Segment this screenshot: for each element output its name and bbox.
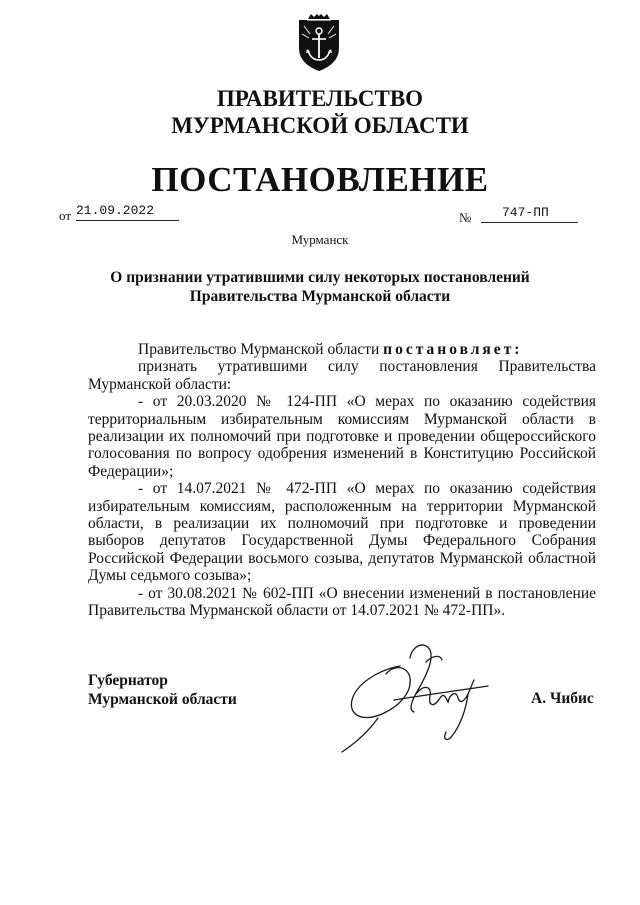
subject-line2: Правительства Мурманской области [189,288,451,305]
document-number: 747-ПП [502,205,549,220]
recognize-paragraph: признать утратившими силу постановления Правительства Мурманской области: [88,358,596,393]
signatory-name: А. Чибис [531,690,594,707]
document-date: 21.09.2022 [76,203,155,218]
org-name-line2: МУРМАНСКОЙ ОБЛАСТИ [171,113,469,138]
subject-line1: О признании утратившими силу некоторых постановлений [110,269,530,286]
number-underline [481,222,578,223]
coat-of-arms-icon [296,14,342,72]
org-name-line1: ПРАВИТЕЛЬСТВО [216,86,424,111]
date-prefix: от [59,208,72,223]
signatory-title-line2: Мурманской области [88,691,237,708]
number-prefix: № [459,210,472,225]
repealed-item-3: - от 30.08.2021 № 602-ПП «О внесении изменений в постановление Правительства Мурманской области от 14.07.2021 № 472-ПП». [88,584,596,620]
repealed-item-2: - от 14.07.2021 № 472-ПП «О мерах по оказанию содействия избирательным комиссиям, расположенным на территории Мурманской области, в реализации их полномочий при подготовке и проведении выборов депутатов Государственной Думы Федерального Собрания Российской Федерации восьмого созыва, депутатов Мурманской областной Думы седьмого созыва»; [88,480,596,585]
repealed-item-1: - от 20.03.2020 № 124-ПП «О мерах по оказанию содействия территориальным избирательным комиссиям Мурманской области в реализации их полномочий при подготовке и проведении общероссийского голосования по вопросу одобрения изменений в Конституцию Российской Федерации»; [88,393,596,480]
intro-paragraph [88,341,596,358]
handwritten-signature [338,636,514,754]
decree-verb: постановляет: [383,341,523,358]
city: Мурманск [291,232,349,247]
intro-text: Правительство Мурманской области [138,341,384,358]
decree-body [88,341,596,620]
signatory-title-line1: Губернатор [88,672,168,689]
document-type-title: ПОСТАНОВЛЕНИЕ [151,160,489,199]
date-underline [76,220,179,221]
